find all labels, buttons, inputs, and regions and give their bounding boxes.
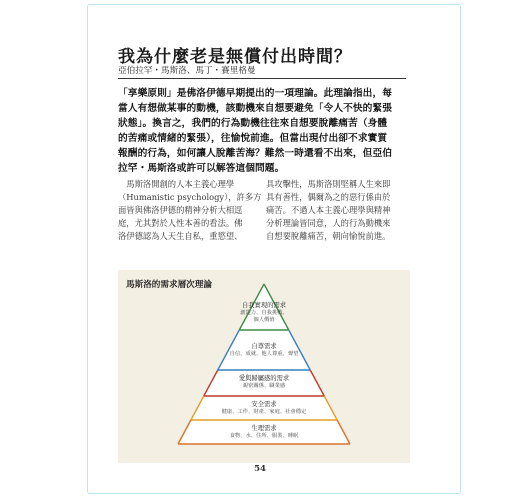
tier-name: 生理需求 (251, 425, 277, 432)
body-line: 自想要脫離痛苦，朝向愉悅前進。 (266, 231, 391, 241)
intro-paragraph (118, 86, 408, 176)
figure-title: 馬斯洛的需求層次理論 (126, 280, 212, 290)
tier-name: 自我實現的需求 (241, 302, 287, 309)
tier-detail: 自信、成就、他人尊重、聲望 (229, 350, 299, 357)
tier-detail: 個人價值 (253, 317, 275, 323)
body-line: 馬斯洛開創的人本主義心理學 (118, 179, 235, 189)
body-line: （Humanistic psychology），許多方 (118, 192, 262, 202)
body-column-right (266, 178, 403, 243)
tier-name: 愛與歸屬感的需求 (238, 375, 290, 382)
intro-line: 的苦痛或情緒的緊張），往愉悅前進。但當出現付出卻不求實質 (118, 133, 388, 144)
pyramid-tier (118, 343, 410, 358)
pyramid-tier (118, 302, 410, 325)
body-line: 面皆與佛洛伊德的精神分析大相逕 (118, 205, 243, 215)
tier-detail: 親密關係、職業感 (242, 382, 286, 389)
page-title: 我為什麼老是無償付出時間？ (118, 47, 352, 67)
intro-line: 當人有想做某事的動機，該動機來自想要避免「令人不快的緊張 (118, 103, 393, 114)
intro-line: 狀態」。換言之，我們的行為動機往往來自想要脫離痛苦（身體 (118, 118, 388, 129)
page-number: 54 (254, 464, 266, 474)
intro-line: 「享樂原則」是佛洛伊德早期提出的一項理論。此理論指出，每 (118, 88, 393, 99)
body-line: 分析理論皆同意，人的行為動機來 (266, 218, 391, 228)
tier-detail: 創造力、自我挑戰、 (240, 309, 288, 316)
tier-name: 安全需求 (251, 401, 277, 408)
body-line: 痛苦。不過人本主義心理學與精神 (266, 205, 391, 215)
body-line: 具有善性，偶爾為之的惡行係由於 (266, 192, 391, 202)
intro-line: 報酬的行為，如何讓人脫離苦海？難然一時還看不出來，但亞伯 (118, 148, 393, 159)
intro-line: 拉罕・馬斯洛或許可以解答這個問題。 (118, 163, 285, 174)
maslow-pyramid-figure (118, 270, 410, 463)
pyramid-tier (118, 375, 410, 390)
body-line: 庭，尤其對於人性本善的看法。佛 (118, 218, 243, 228)
tier-name: 自尊需求 (251, 343, 277, 350)
tier-detail: 健康、工作、財產、家庭、社會穩定 (221, 408, 307, 415)
tier-detail: 食物、水、住所、服裝、睡眠 (229, 432, 299, 439)
body-line: 具攻擊性，馬斯洛則堅稱人生來即 (266, 179, 391, 189)
authors-row (118, 64, 406, 79)
body-line: 洛伊德認為人天生自私，重慾望、 (118, 231, 243, 241)
body-column-left (118, 178, 262, 243)
pyramid-tier (118, 425, 410, 440)
pyramid-tier (118, 401, 410, 416)
authors-line: 亞伯拉罕・馬斯洛、馬丁・賽里格曼 (118, 66, 256, 76)
